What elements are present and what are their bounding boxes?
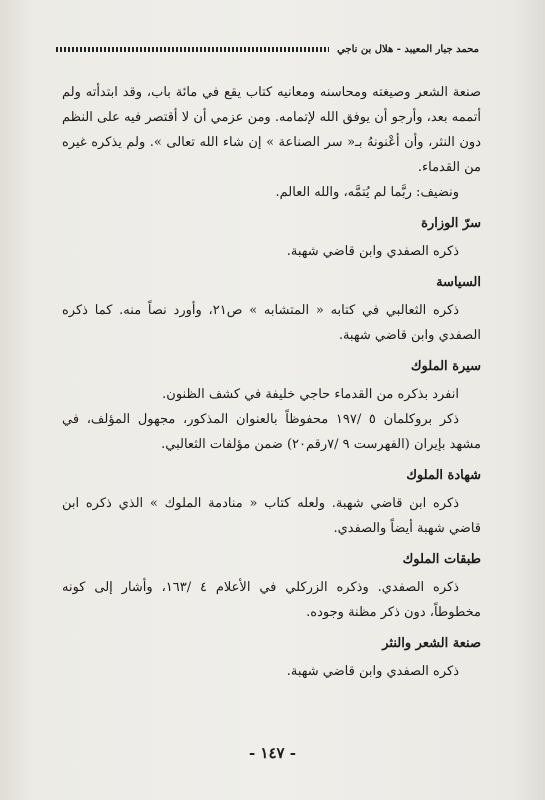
section-heading: سرّ الوزارة — [421, 216, 481, 231]
running-head-authors: محمد جبار المعيبد - هلال بن ناجي — [337, 44, 479, 55]
section-paragraph: ذكره الصفدي وابن قاضي شهبة. — [286, 664, 459, 679]
page-number: - ١٤٧ - — [248, 744, 297, 762]
section-heading: السياسة — [436, 275, 481, 290]
section-paragraph: ذكره ابن قاضي شهبة. ولعله كتاب « منادمة الملوك » الذي ذكره ابن قاضي شهبة أيضاً والصفدي. — [62, 496, 481, 536]
paragraph-note: ونضيف: ربَّما لم يُتمَّه، والله العالم. — [275, 185, 459, 200]
paragraph-intro: صنعة الشعر وصيغته ومحاسنه ومعانيه كتاب يقع في مائة باب، وقد ابتدأته ولم أتممه بعد، وأرجو أن يوفق الله لإتمامه. ومن عزمي أن لا أقتصر فيه على النظم دون النثر، وأن أعْنونهُ بـ« سر الصناعة » إن شاء الله تعالى ». ولم يذكره غيره من القدماء. — [62, 85, 481, 175]
header-rule — [56, 47, 329, 52]
section-heading: شهادة الملوك — [406, 468, 481, 483]
section-heading: سيرة الملوك — [410, 359, 481, 374]
section-paragraph: ذكره الثعالبي في كتابه « المتشابه » ص٢١، وأورد نصاً منه. كما ذكره الصفدي وابن قاضي شهبة. — [62, 303, 481, 343]
running-header — [56, 44, 479, 55]
section-paragraph: انفرد بذكره من القدماء حاجي خليفة في كشف الظنون. — [162, 387, 459, 402]
page-body — [62, 80, 481, 684]
section-heading: طبقات الملوك — [402, 552, 481, 567]
section-paragraph: ذكره الصفدي وابن قاضي شهبة. — [286, 244, 459, 259]
section-heading: صنعة الشعر والنثر — [382, 636, 481, 651]
section-paragraph: ذكر بروكلمان ٥ /١٩٧ محفوظاً بالعنوان المذكور، مجهول المؤلف، في مشهد بإيران (الفهرست ٩ /٧رقم٢٠) ضمن مؤلفات الثعالبي. — [62, 412, 481, 452]
section-paragraph: ذكره الصفدي. وذكره الزركلي في الأعلام ٤ /١٦٣، وأشار إلى كونه مخطوطاً، دون ذكر مظنة وجوده. — [62, 580, 481, 620]
